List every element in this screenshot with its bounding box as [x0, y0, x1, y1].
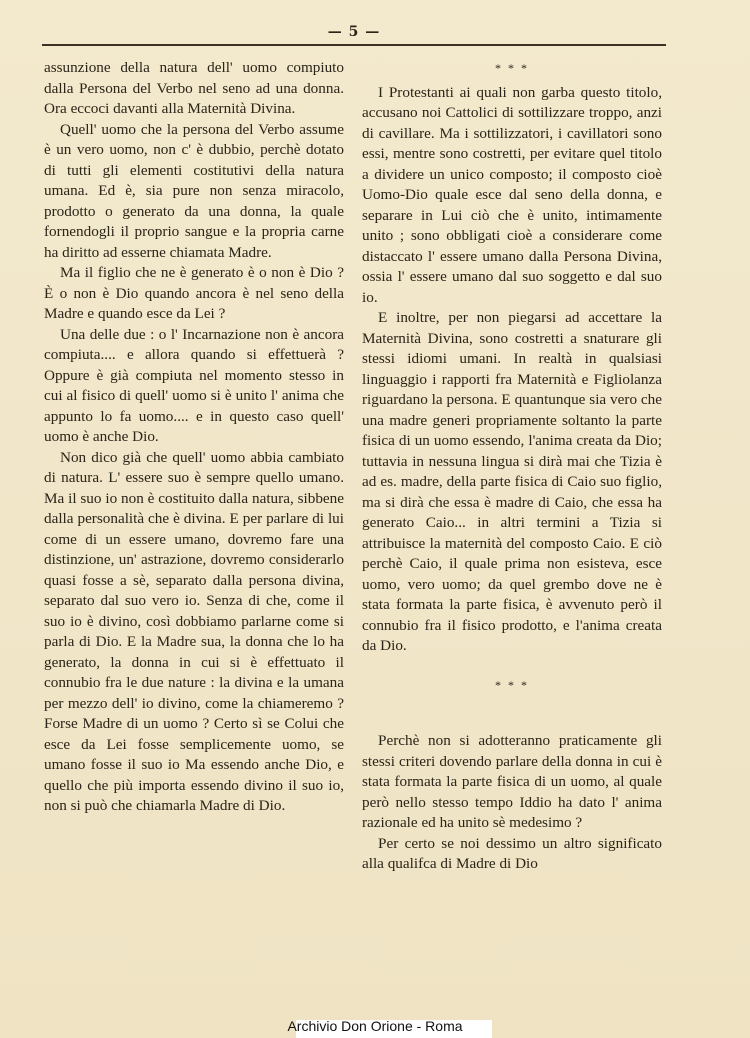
- paragraph: assunzione della natura dell' uomo compiuto dalla Persona del Verbo nel seno ad una donna. Ora eccoci davanti alla Maternità Divina.: [44, 59, 344, 117]
- paragraph: E inoltre, per non piegarsi ad accettare la Maternità Divina, sono costretti a snaturare gli stessi idiomi umani. In realtà in qualsiasi linguaggio i rapporti fra Maternità e Figliolanza riguardano la persona. E quantunque sia vero che una madre generi propriamente soltanto la parte fisica di un uomo essendo, l'anima creata da Dio; tuttavia in nessuna lingua si dirà mai che Tizia è ad es. madre, della parte fisica di Caio suo figlio, ma si dirà che essa è madre di Caio, che essa ha generato Caio... in altri termini a Tizia si attribuisce la maternità del composto Caio. E ciò perchè Caio, il quale prima non esisteva, esce uomo, vero uomo; da quel grembo dove ne è stata formata la parte fisica, è avvenuto però il connubio fra il fisico prodotto, e l'anima creata da Dio.: [362, 309, 662, 654]
- right-column: [362, 58, 662, 875]
- page-number: — 5 —: [327, 24, 381, 40]
- section-separator: * * *: [495, 677, 529, 692]
- archive-watermark: Archivio Don Orione - Roma: [287, 1018, 463, 1034]
- left-column: [44, 58, 344, 817]
- paragraph: Non dico già che quell' uomo abbia cambiato di natura. L' essere suo è sempre quello umano. Ma il suo io non è costituito dalla natura, sibbene dalla personalità che è divina. E per parlare di lui come di un essere umano, dovremo fare una distinzione, un' astrazione, dovremo considerarlo quasi fosse a sè, separato dalla persona divina, separato dal suo vero io. Senza di che, come il suo io è divino, così dobbiamo parlarne come si parla di Dio. E la Madre sua, la donna che lo ha generato, la donna in cui si è effettuato il connubio fra le due nature : la divina e la umana per mezzo dell' io divino, come la chiameremo ? Forse Madre di un uomo ? Certo sì se Colui che esce da Lei fosse semplicemente uomo, se umano fosse il suo io Ma essendo anche Dio, e quello che più importa essendo divino il suo io, non si può che chiamarla Madre di Dio.: [44, 448, 344, 814]
- paragraph: Per certo se noi dessimo un altro significato alla qualifca di Madre di Dio: [362, 834, 662, 872]
- paragraph: Quell' uomo che la persona del Verbo assume è un vero uomo, non c' è dubbio, perchè dotato di tutti gli elementi costitutivi della natura umana. Ed è, sia pure non senza miracolo, prodotto o generato da una donna, la quale fornendogli il proprio sangue e la propria carne ha diritto ad esserne chiamata Madre.: [44, 120, 344, 261]
- header-rule: [42, 44, 666, 46]
- paragraph: Una delle due : o l' Incarnazione non è ancora compiuta.... e allora quando si effettuerà ? Oppure è già compiuta nel momento stesso in cui al fisico di quell' uomo si è unito l' anima che appunto lo fa uomo.... e in questo caso quell' uomo è anche Dio.: [44, 325, 344, 445]
- section-separator: * * *: [495, 61, 529, 75]
- paragraph: Perchè non si adotteranno praticamente gli stessi criteri dovendo parlare della donna in cui è stata formata la parte fisica di un uomo, al quale però nello stesso tempo Iddio ha dato l' anima razionale ed ha unito sè medesimo ?: [362, 732, 662, 831]
- paragraph: Ma il figlio che ne è generato è o non è Dio ? È o non è Dio quando ancora è nel seno della Madre e quando esce da Lei ?: [44, 264, 344, 322]
- paragraph: I Protestanti ai quali non garba questo titolo, accusano noi Cattolici di sottilizzare troppo, anzi di cavillare. Ma i sottilizzatori, i cavillatori sono essi, mentre sono costretti, per evitare quel titolo a dividere un unico composto; il composto cioè Uomo-Dio quale esce dal seno della donna, e separare in Lui ciò che è unito, intimamente unito ; sono obbligati cioè a considerare come distaccato l' essere umano dalla Persona Divina, ossia l' essere umano dal suo soggetto e dal suo io.: [362, 83, 662, 306]
